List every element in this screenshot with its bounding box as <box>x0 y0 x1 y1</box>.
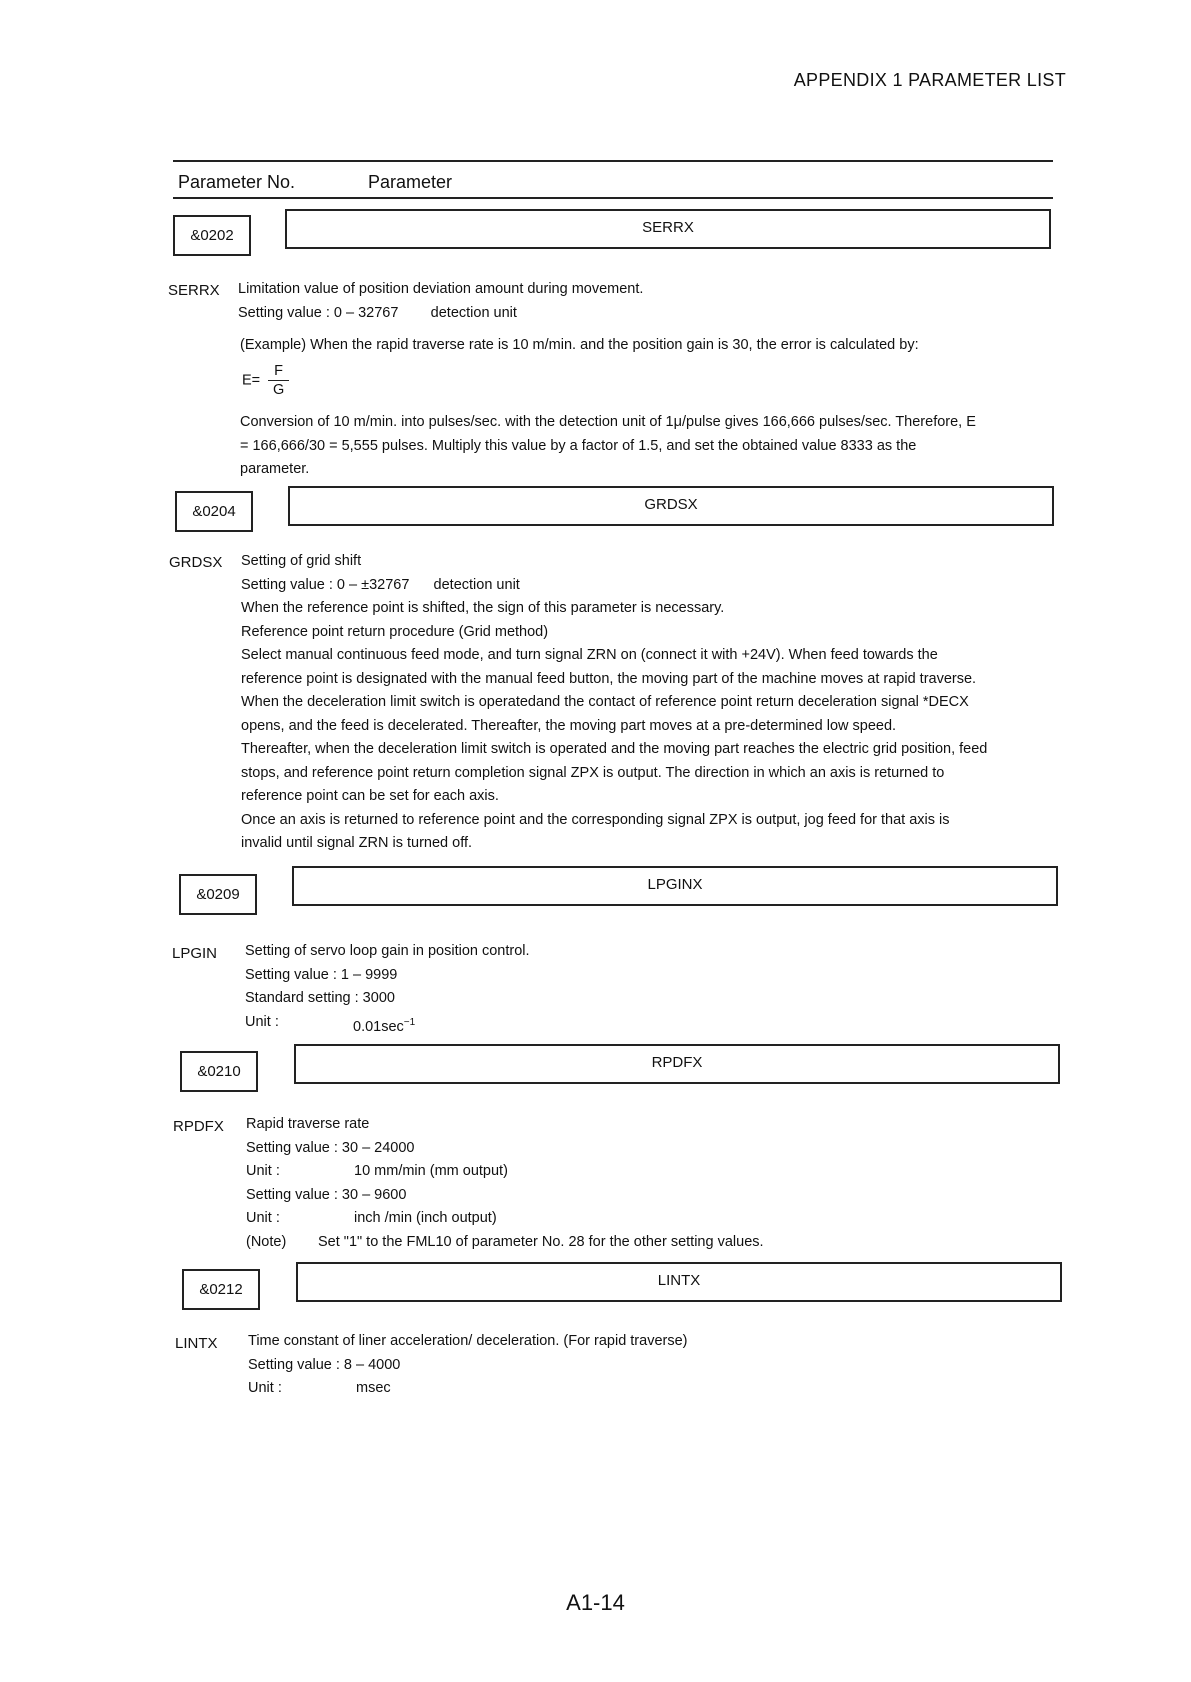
kv-row <box>246 1184 1106 1208</box>
unit-value-wrap <box>353 1011 415 1039</box>
desc-line: invalid until signal ZRN is turned off. <box>241 835 473 851</box>
param-number: &0212 <box>199 1281 243 1298</box>
param-name-box <box>292 866 1058 906</box>
desc-line: When the deceleration limit switch is operatedand the contact of reference point return deceleration signal *DECX <box>241 694 969 710</box>
desc-line: reference point is designated with the manual feed button, the moving part of the machine moves at rapid traverse. <box>241 670 977 687</box>
param-name: LINTX <box>657 1272 701 1289</box>
kv-key: Unit : <box>248 1380 282 1396</box>
kv-key: Setting value : 30 – 9600 <box>246 1186 407 1203</box>
desc-line: Limitation value of position deviation amount during movement. <box>238 281 644 297</box>
desc-line: Once an axis is returned to reference point and the corresponding signal ZPX is output, jog feed for that axis is <box>241 811 950 828</box>
param-name: RPDFX <box>651 1054 703 1071</box>
kv-key: Unit : <box>246 1210 280 1226</box>
param-label: RPDFX <box>173 1118 224 1135</box>
param-name: GRDSX <box>644 496 698 513</box>
kv-value: msec <box>356 1380 391 1396</box>
page-header: APPENDIX 1 PARAMETER LIST <box>793 70 1066 90</box>
desc-line: Setting value : 0 – 32767 detection unit <box>238 304 517 321</box>
formula-lhs: E= <box>242 372 261 389</box>
desc-line: opens, and the feed is decelerated. Thereafter, the moving part moves at a pre-determined low speed. <box>241 717 897 734</box>
header-rule-bottom <box>173 197 1053 199</box>
desc-line: Setting of grid shift <box>241 553 362 569</box>
conversion-text <box>240 411 1100 482</box>
param-number-box <box>180 1051 258 1092</box>
param-description <box>241 550 1121 856</box>
desc-line: Reference point return procedure (Grid method) <box>241 623 549 640</box>
desc-line: Setting value : 0 – ±32767 detection unit <box>241 576 520 593</box>
desc-line: Setting of servo loop gain in position control. <box>245 943 530 959</box>
desc-line: reference point can be set for each axis. <box>241 788 499 804</box>
desc-line: Select manual continuous feed mode, and turn signal ZRN on (connect it with +24V). When feed towards the <box>241 647 938 663</box>
param-label: SERRX <box>168 282 220 299</box>
formula-denominator: G <box>272 382 285 398</box>
kv-value: 10 mm/min (mm output) <box>354 1163 508 1179</box>
conversion-line: Conversion of 10 m/min. into pulses/sec. with the detection unit of 1μ/pulse gives 166,666 pulses/sec. Therefore, E <box>240 414 976 430</box>
page-number: A1-14 <box>566 1590 625 1615</box>
unit-row <box>245 1011 945 1039</box>
unit-exponent: −1 <box>403 1016 416 1028</box>
desc-line: Setting value : 1 – 9999 <box>245 966 398 983</box>
param-description <box>245 940 945 1039</box>
desc-line: Setting value : 8 – 4000 <box>248 1356 401 1373</box>
param-number-box <box>175 491 253 532</box>
desc-line: Setting value : 30 – 24000 <box>246 1139 415 1156</box>
param-name-box <box>296 1262 1062 1302</box>
header-rule-top <box>173 160 1053 162</box>
param-description <box>238 278 1078 325</box>
error-formula <box>242 362 289 399</box>
param-name: LPGINX <box>647 876 703 893</box>
kv-row <box>248 1377 948 1401</box>
param-number: &0210 <box>197 1063 241 1080</box>
param-label: LPGIN <box>172 945 218 962</box>
desc-line: When the reference point is shifted, the sign of this parameter is necessary. <box>241 600 725 616</box>
param-label: GRDSX <box>169 554 223 571</box>
formula-fraction <box>268 362 289 399</box>
kv-key: (Note) <box>246 1233 287 1250</box>
kv-value: Set "1" to the FML10 of parameter No. 28 for the other setting values. <box>318 1233 764 1250</box>
desc-line: Rapid traverse rate <box>246 1116 370 1132</box>
kv-key: Unit : <box>246 1163 280 1179</box>
example-text: (Example) When the rapid traverse rate is 10 m/min. and the position gain is 30, the error is calculated by: <box>240 337 919 353</box>
desc-line: Time constant of liner acceleration/ deceleration. (For rapid traverse) <box>248 1333 688 1349</box>
conversion-line: = 166,666/30 = 5,555 pulses. Multiply this value by a factor of 1.5, and set the obtained value 8333 as the <box>240 437 917 454</box>
conversion-line: parameter. <box>240 461 310 477</box>
param-number: &0209 <box>196 886 240 903</box>
desc-line: Thereafter, when the deceleration limit switch is operated and the moving part reaches the electric grid position, feed <box>241 741 988 757</box>
kv-row <box>246 1231 1106 1255</box>
param-number-box <box>173 215 251 256</box>
param-description <box>248 1330 948 1401</box>
column-parameter: Parameter <box>368 172 453 192</box>
param-description <box>246 1113 1106 1254</box>
param-number-box <box>179 874 257 915</box>
param-name: SERRX <box>642 219 694 236</box>
kv-value: inch /min (inch output) <box>354 1210 497 1226</box>
kv-row <box>246 1207 1106 1231</box>
param-number-box <box>182 1269 260 1310</box>
desc-line: Standard setting : 3000 <box>245 990 395 1006</box>
param-name-box <box>285 209 1051 249</box>
param-number: &0202 <box>190 227 234 244</box>
param-name-box <box>288 486 1054 526</box>
desc-line: stops, and reference point return completion signal ZPX is output. The direction in which an axis is returned to <box>241 764 945 781</box>
param-label: LINTX <box>175 1335 218 1352</box>
param-name-box <box>294 1044 1060 1084</box>
kv-row <box>246 1160 1106 1184</box>
column-parameter-no: Parameter No. <box>178 172 296 192</box>
param-number: &0204 <box>192 503 236 520</box>
unit-value: 0.01sec <box>353 1018 404 1035</box>
unit-key: Unit : <box>245 1013 279 1030</box>
formula-numerator: F <box>268 362 289 381</box>
